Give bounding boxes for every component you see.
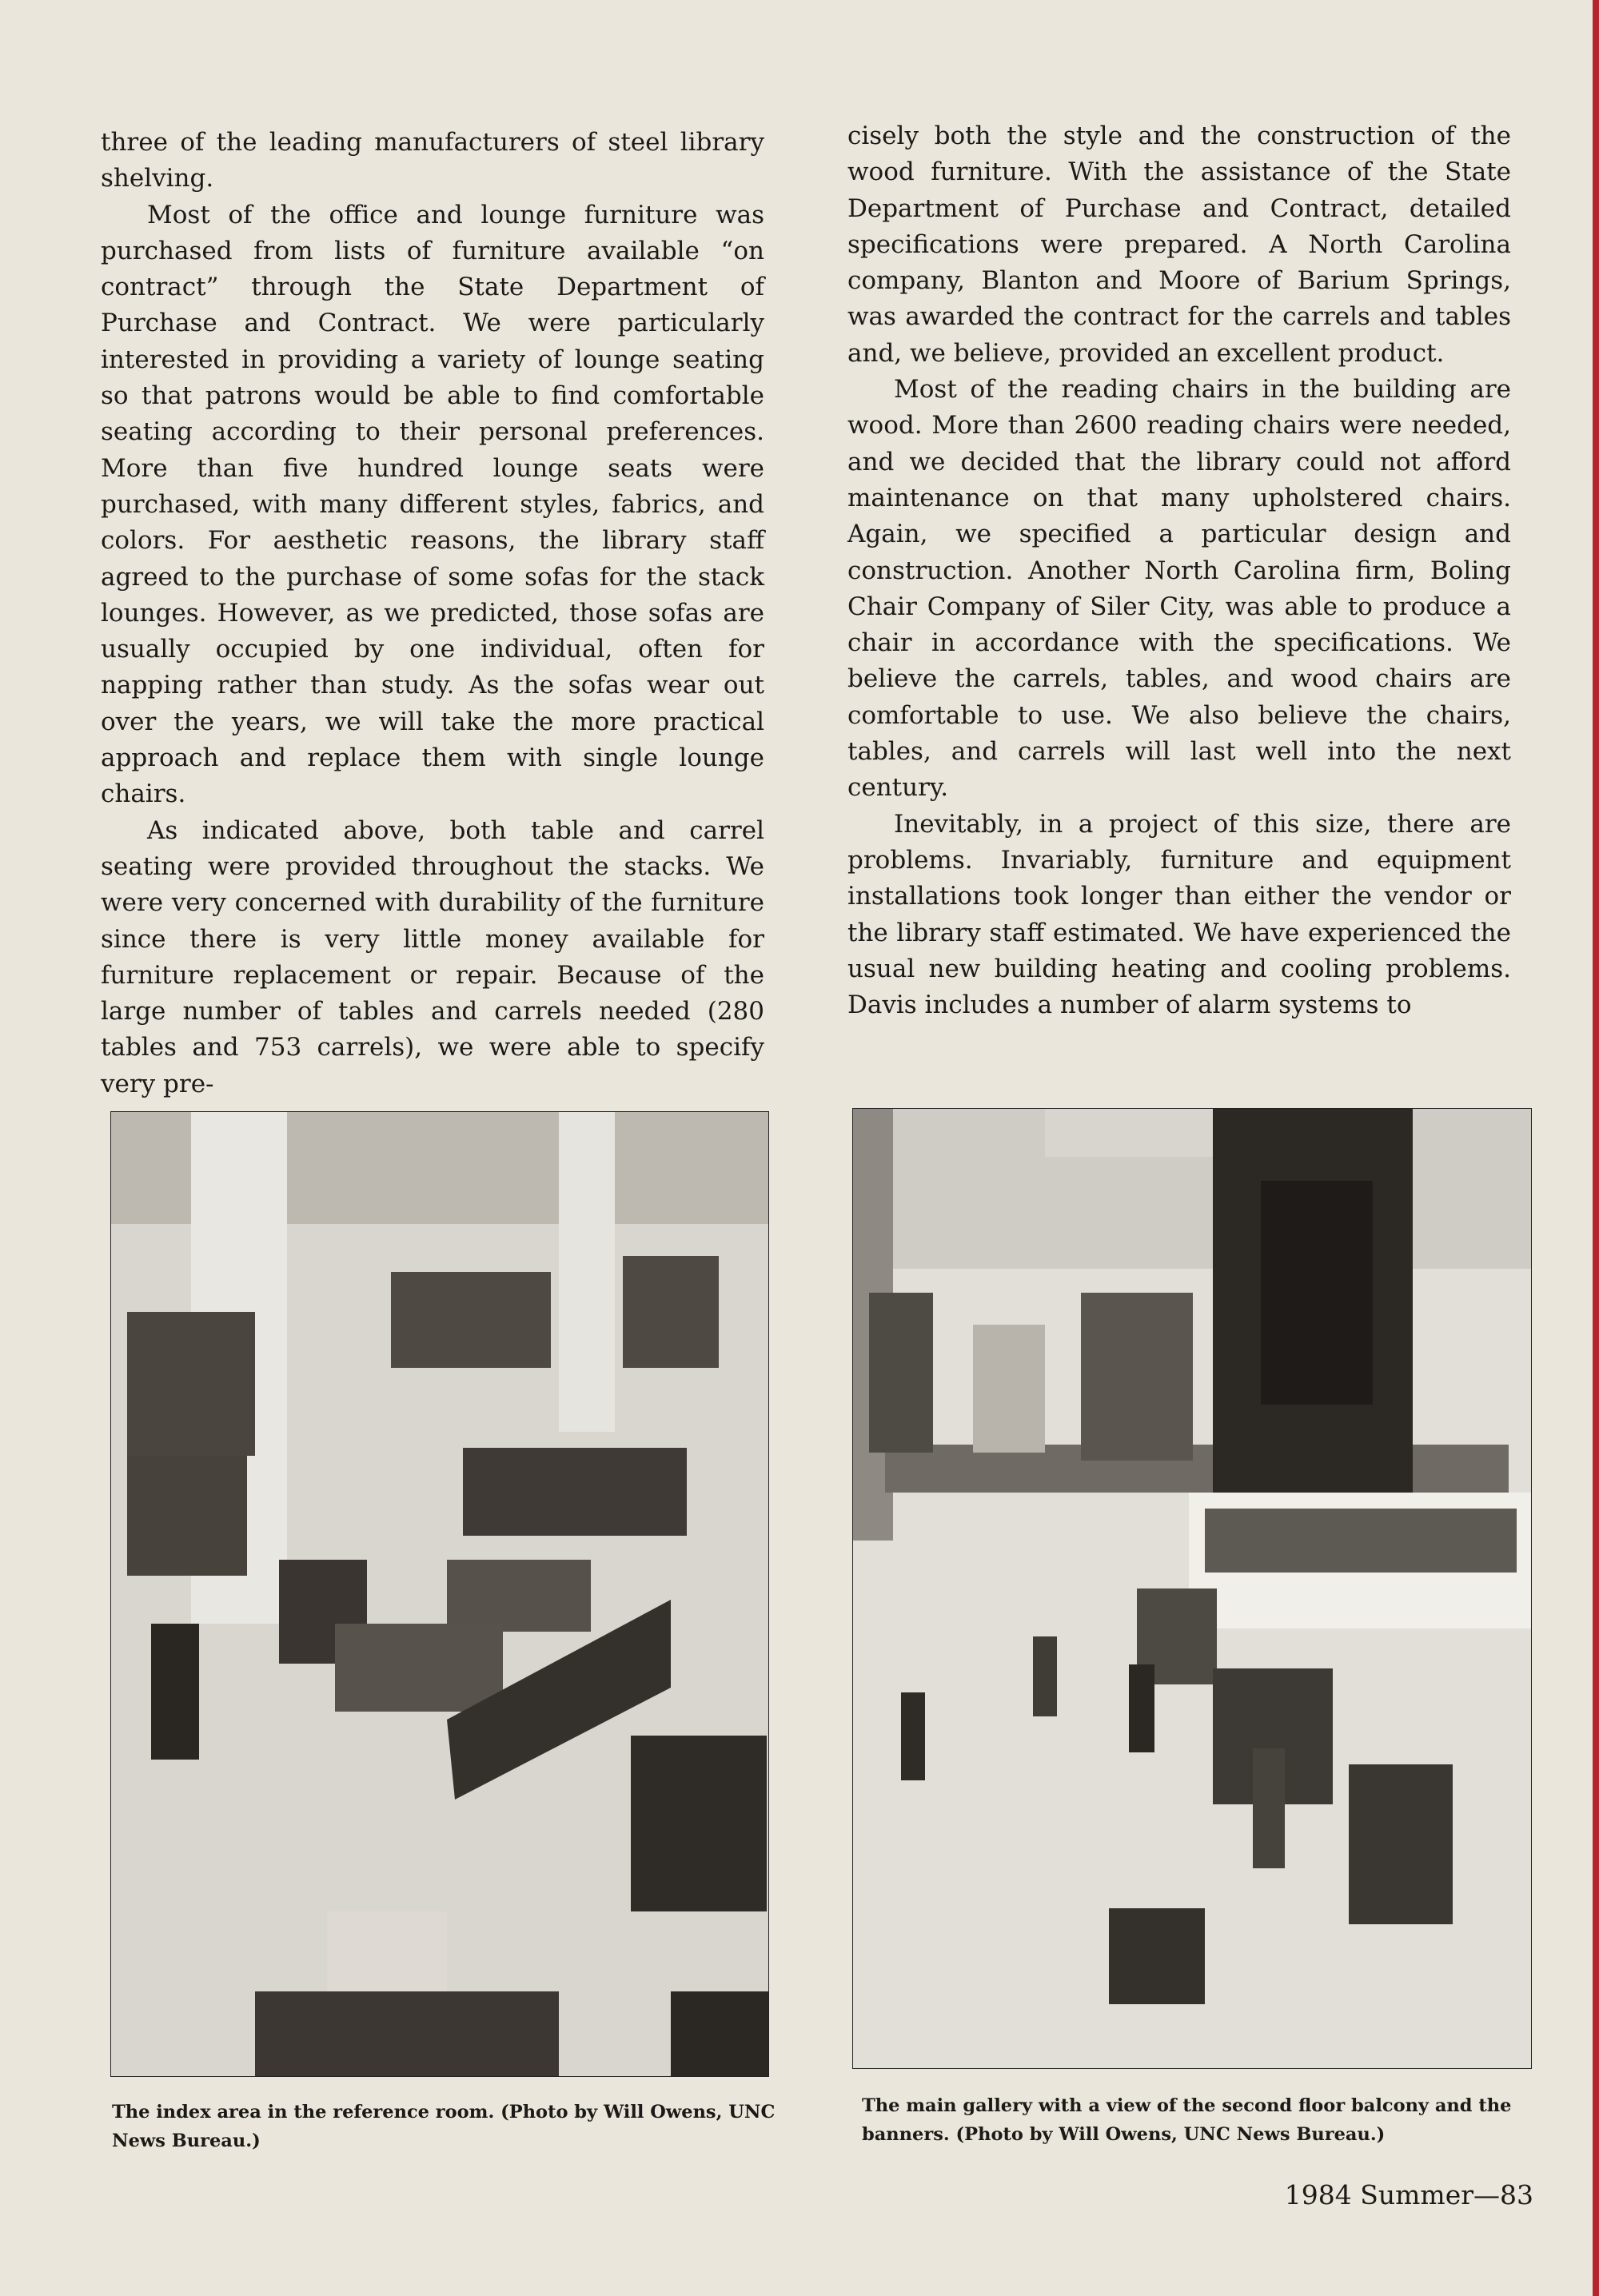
- main-gallery-photo: [852, 1108, 1532, 2069]
- reference-room-photo-image: [111, 1112, 768, 2076]
- page-folio: 1984 Summer—83: [1284, 2179, 1533, 2210]
- paragraph: three of the leading manufacturers of steel library shelving.: [101, 128, 764, 193]
- reference-room-photo: [110, 1111, 769, 2077]
- paragraph: As indicated above, both table and carrel seating were provided throughout the stacks. We were very concerned with durability of the furniture since there is very little money available for furniture replacement or repair. Because of the large number of tables and carrels needed (280 tables and 753 carrels), we were able to specify very pre-: [101, 815, 764, 1098]
- left-photo-caption: The index area in the reference room. (Photo by Will Owens, UNC News Bureau.): [112, 2102, 776, 2151]
- main-gallery-photo-image: [853, 1109, 1531, 2068]
- right-photo-caption: The main gallery with a view of the second floor balcony and the banners. (Photo by Will Owens, UNC News Bureau.): [862, 2095, 1512, 2145]
- paragraph: cisely both the style and the construction of the wood furniture. With the assistance of the State Department of Purchase and Contract, detailed specifications were prepared. A North Carolina company, Blanton and Moore of Barium Springs, was awarded the contract for the carrels and tables and, we believe, provided an excellent product.: [847, 122, 1511, 368]
- paragraph: Inevitably, in a project of this size, there are problems. Invariably, furniture and equipment installations took longer than either the vendor or the library staff estimated. We have experienced the usual new building heating and cooling problems. Davis includes a number of alarm systems to: [847, 809, 1511, 1020]
- paragraph: Most of the reading chairs in the building are wood. More than 2600 reading chairs were needed, and we decided that the library could not afford maintenance on that many upholstered chairs. Again, we specified a particular design and construction. Another North Carolina firm, Boling Chair Company of Siler City, was able to produce a chair in accordance with the specifications. We believe the carrels, tables, and wood chairs are comfortable to use. We also believe the chairs, tables, and carrels will last well into the next century.: [847, 375, 1511, 803]
- left-text-column: [101, 125, 764, 1102]
- paragraph: Most of the office and lounge furniture was purchased from lists of furniture available “on contract” through the State Department of Purchase and Contract. We were particularly interested in providing a variety of lounge seating so that patrons would be able to find comfortable seating according to their personal preferences. More than five hundred lounge seats were purchased, with many different styles, fabrics, and colors. For aesthetic reasons, the library staff agreed to the purchase of some sofas for the stack lounges. However, as we predicted, those sofas are usually occupied by one individual, often for napping rather than study. As the sofas wear out over the years, we will take the more practical approach and replace them with single lounge chairs.: [101, 200, 764, 809]
- right-text-column: [847, 118, 1511, 1023]
- page-edge: [1593, 0, 1599, 2296]
